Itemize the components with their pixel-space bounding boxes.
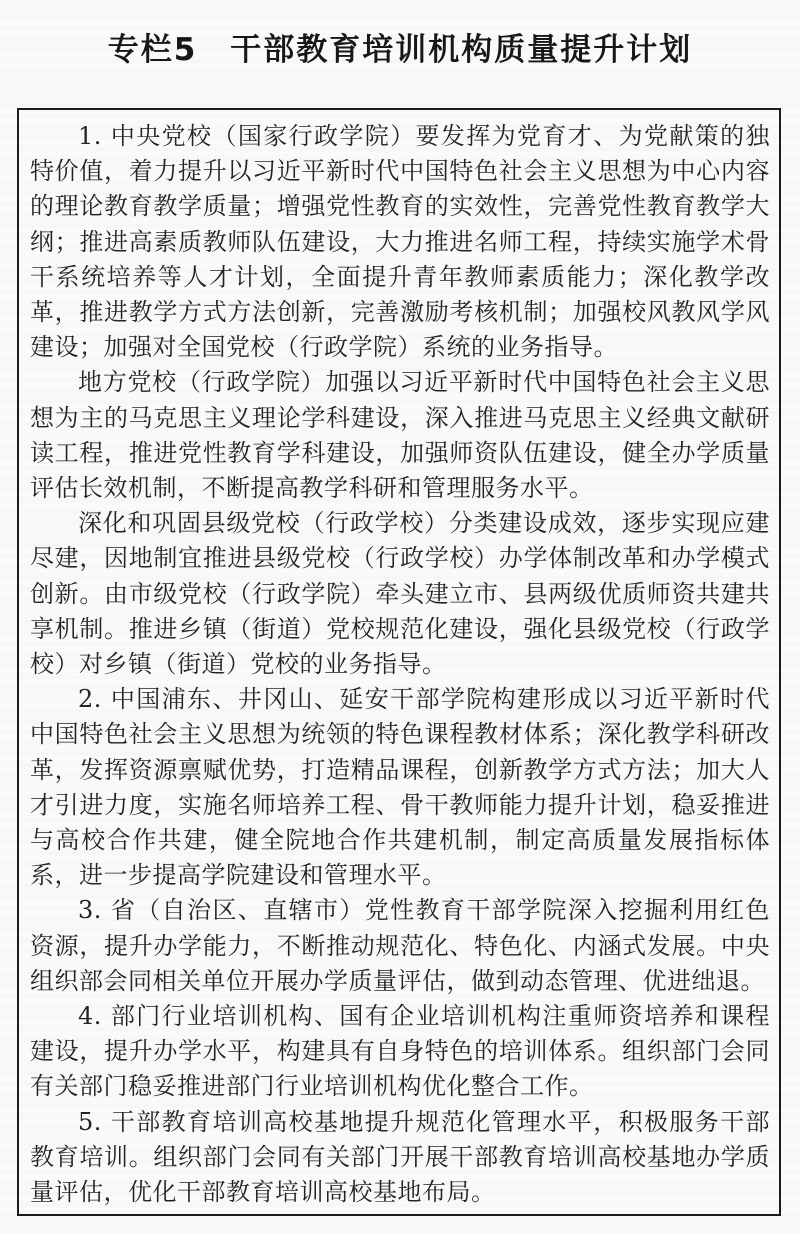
body-paragraph-3: 深化和巩固县级党校（行政学校）分类建设成效，逐步实现应建尽建，因地制宜推进县级党校（行政学校）办学体制改革和办学模式创新。由市级党校（行政学院）牵头建立市、县两级优质师资共建共享机制。推进乡镇（街道）党校规范化建设，强化县级党校（行政学校）对乡镇（街道）党校的业务指导。 bbox=[30, 509, 770, 679]
body-paragraph-1: 1. 中央党校（国家行政学院）要发挥为党育才、为党献策的独特价值，着力提升以习近平新时代中国特色社会主义思想为中心内容的理论教育教学质量；增强党性教育的实效性，完善党性教育教学大纲；推进高素质教师队伍建设，大力推进名师工程，持续实施学术骨干系统培养等人才计划，全面提升青年教师素质能力；深化教学改革，推进教学方式方法创新，完善激励考核机制；加强校风教风学风建设；加强对全国党校（行政学院）系统的业务指导。 bbox=[30, 122, 770, 362]
body-paragraph-4: 2. 中国浦东、井冈山、延安干部学院构建形成以习近平新时代中国特色社会主义思想为统领的特色课程教材体系；深化教学科研改革，发挥资源禀赋优势，打造精品课程，创新教学方式方法；加大人才引进力度，实施名师培养工程、骨干教师能力提升计划，稳妥推进与高校合作共建，健全院地合作共建机制，制定高质量发展指标体系，进一步提高学院建设和管理水平。 bbox=[30, 685, 770, 890]
content-box bbox=[17, 108, 781, 1216]
body-paragraph-6: 4. 部门行业培训机构、国有企业培训机构注重师资培养和课程建设，提升办学水平，构建具有自身特色的培训体系。组织部门会同有关部门稳妥推进部门行业培训机构优化整合工作。 bbox=[30, 1002, 770, 1101]
body-paragraph-7: 5. 干部教育培训高校基地提升规范化管理水平，积极服务干部教育培训。组织部门会同有关部门开展干部教育培训高校基地办学质量评估，优化干部教育培训高校基地布局。 bbox=[30, 1107, 770, 1207]
body-paragraph-5: 3. 省（自治区、直辖市）党性教育干部学院深入挖掘利用红色资源，提升办学能力，不断推动规范化、特色化、内涵式发展。中央组织部会同相关单位开展办学质量评估，做到动态管理、优进绌退。 bbox=[30, 896, 770, 995]
page-title: 专栏5 干部教育培训机构质量提升计划 bbox=[107, 32, 693, 68]
body-paragraph-2: 地方党校（行政学院）加强以习近平新时代中国特色社会主义思想为主的马克思主义理论学科建设，深入推进马克思主义经典文献研读工程，推进党性教育学科建设，加强师资队伍建设，健全办学质量评估长效机制，不断提高教学科研和管理服务水平。 bbox=[30, 368, 770, 503]
